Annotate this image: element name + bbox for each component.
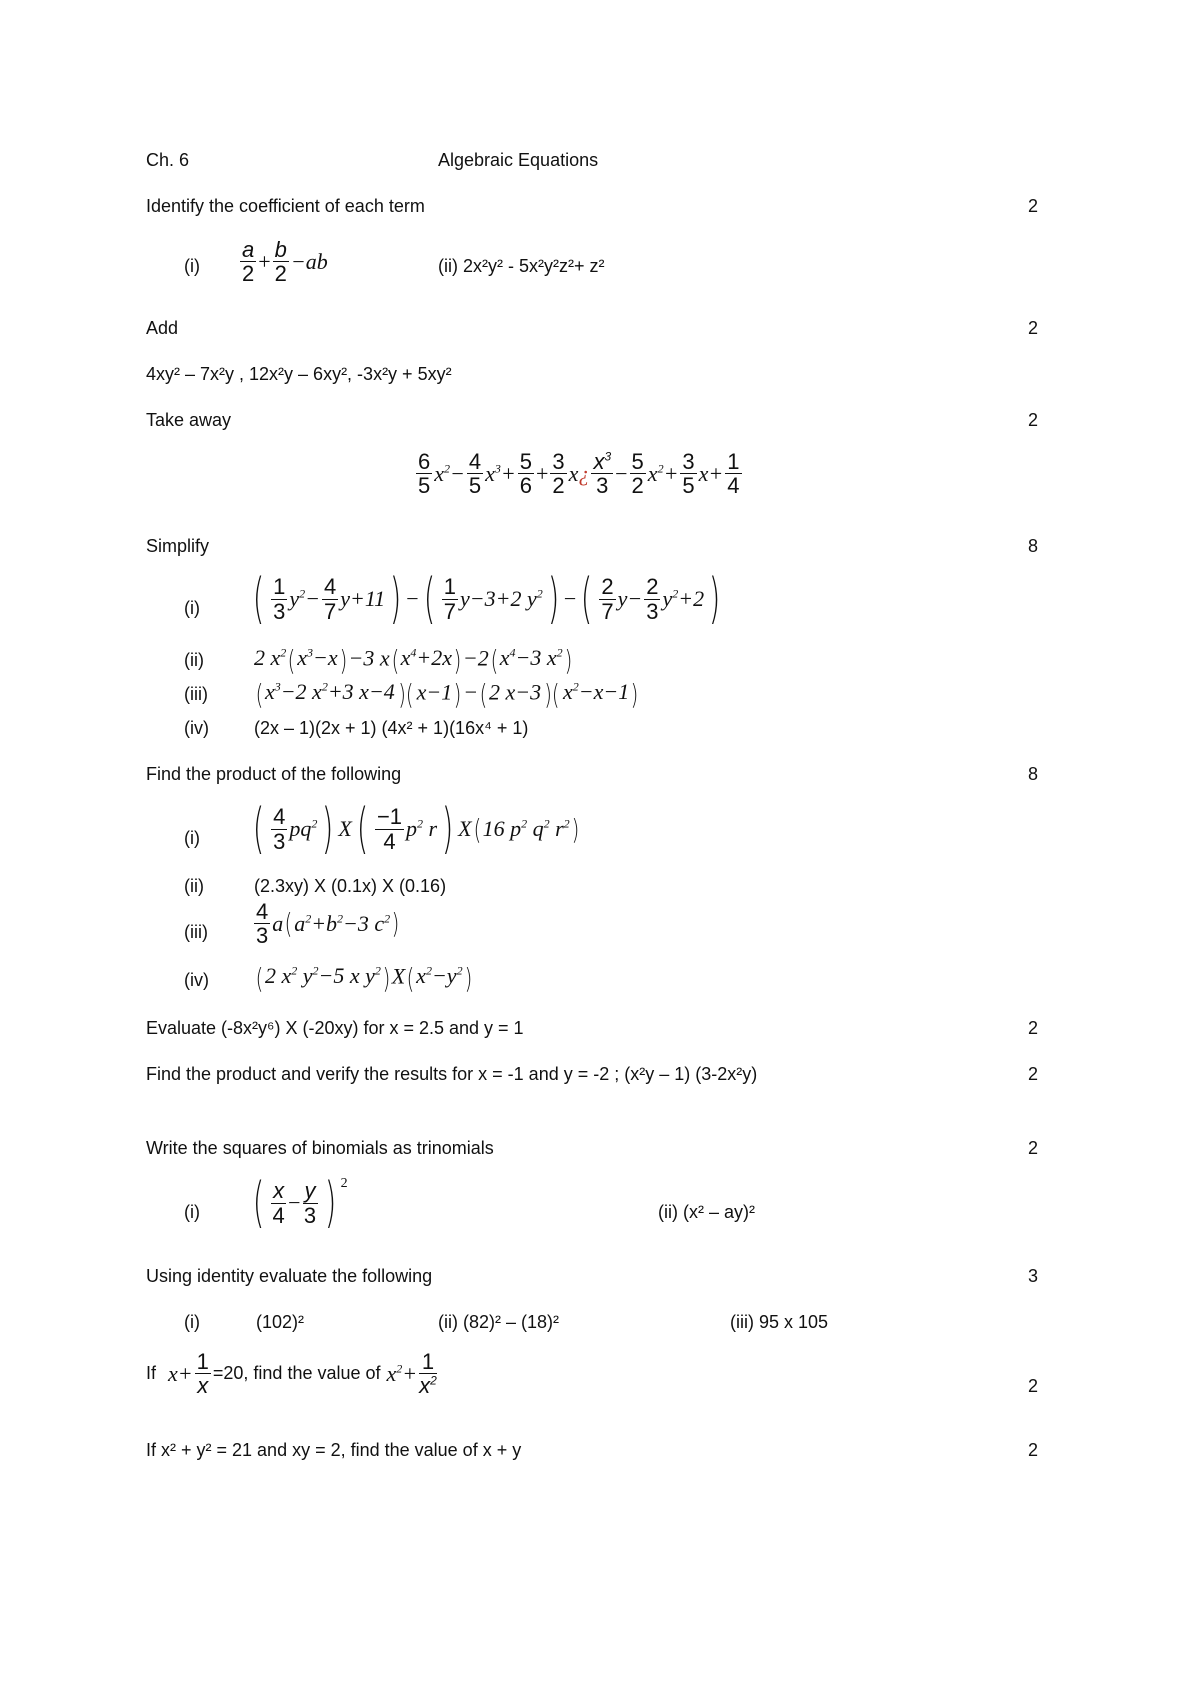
chapter-title: Algebraic Equations — [438, 150, 599, 170]
q5-prompt: Find the product of the following — [146, 764, 402, 784]
q11-marks: 2 — [1027, 1440, 1038, 1460]
q4-ii-label: (ii) — [184, 650, 204, 670]
q8-i-expression: ( $\frac{x}{4}$ − $\frac{y}{3}$ ) 2 — [252, 1171, 348, 1234]
q5-i-label: (i) — [184, 828, 200, 848]
q4-ii-expression: 2 $x^2(x^3-x)-3$ $x(x^4+2x)-2(x^4-3$ $x^2$) — [254, 644, 572, 677]
q1-ii-expression: (ii) 2x²y² - 5x²y²z²+ z² — [438, 256, 605, 276]
q10-if: If — [146, 1363, 157, 1384]
q4-iv-label: (iv) — [184, 718, 209, 738]
q1-prompt: Identify the coefficient of each term — [146, 196, 425, 216]
chapter-number: Ch. 6 — [146, 150, 190, 170]
q9-i-expression: (102)² — [256, 1312, 305, 1332]
q6-prompt: Evaluate (-8x²y⁶) X (-20xy) for x = 2.5 and y = 1 — [146, 1018, 524, 1038]
q4-iv-expression: (2x – 1)(2x + 1) (4x² + 1)(16x⁴ + 1) — [254, 718, 529, 738]
q8-ii-expression: (ii) (x² – ay)² — [658, 1202, 755, 1222]
q5-iii-label: (iii) — [184, 922, 208, 942]
q6-marks: 2 — [1027, 1018, 1038, 1038]
q5-ii-label: (ii) — [184, 876, 204, 896]
q4-iii-expression: ($x^3-2$ $x^2+3$ x−4 )( x−1)−(2 x−3 )( $x^2-x-1$) — [255, 678, 639, 711]
q5-iii-expression: $\frac{4}{3}$ a ( $a^2+b^2-3$ $c^2$ ) — [256, 899, 400, 949]
q8-prompt: Write the squares of binomials as trinomials — [146, 1138, 494, 1158]
q10-condition: =20, find the value of — [212, 1363, 381, 1384]
q5-iv-expression: (2 $x^2$ $y^2-5$ x $y^2)X(x^2-y^2)$ — [255, 962, 472, 995]
q3-prompt: Take away — [146, 410, 232, 430]
q5-i-expression: ( $\frac{4}{3}$ $pq^2$ ) X ( $\frac{-1}{4}$ $p^2$ r ) X ( 16 $p^2$ $q^2$ $r^2$ ) — [252, 797, 579, 860]
q4-i-label: (i) — [184, 598, 200, 618]
q5-marks: 8 — [1027, 764, 1038, 784]
q7-prompt: Find the product and verify the results for x = -1 and y = -2 ; (x²y – 1) (3-2x²y) — [146, 1064, 758, 1084]
q5-ii-expression: (2.3xy) X (0.1x) X (0.16) — [254, 876, 447, 896]
q9-prompt: Using identity evaluate the following — [146, 1266, 433, 1286]
q9-ii-expression: (ii) (82)² – (18)² — [438, 1312, 560, 1332]
q1-marks: 2 — [1027, 196, 1038, 216]
q2-prompt: Add — [146, 318, 179, 338]
q9-marks: 3 — [1027, 1266, 1038, 1286]
q9-iii-expression: (iii) 95 x 105 — [730, 1312, 829, 1332]
q4-prompt: Simplify — [146, 536, 210, 556]
q11-prompt: If x² + y² = 21 and xy = 2, find the value of x + y — [146, 1440, 522, 1460]
q10-expression: If x+ $\frac{1}{x}$ =20, find the value of $x^2+$ $\frac{1}{x^2}$ — [146, 1349, 437, 1399]
q4-iii-label: (iii) — [184, 684, 208, 704]
q3-expression: $\frac{6}{5}$ $x^2-$ $\frac{4}{5}$ $x^3+$ $\frac{5}{6}$ + $\frac{3}{2}$ x ¿ $\frac{x^3}{3}$ − $\frac{5}{2}$ $x^2+$ $\frac{3}{5}$ x+ $\frac{1}{4}$ — [418, 449, 740, 499]
q1-i-expression: $\frac{a}{2}$ + $\frac{b}{2}$ −ab — [242, 237, 328, 287]
q5-iv-label: (iv) — [184, 970, 209, 990]
q7-marks: 2 — [1027, 1064, 1038, 1084]
q4-marks: 8 — [1027, 536, 1038, 556]
q8-i-label: (i) — [184, 1202, 200, 1222]
q2-expression: 4xy² – 7x²y , 12x²y – 6xy², -3x²y + 5xy² — [146, 364, 452, 384]
q8-marks: 2 — [1027, 1138, 1038, 1158]
q4-i-expression: ( $\frac{1}{3}$ $y^2-$ $\frac{4}{7}$ y+11 ) − ( $\frac{1}{7}$ y−3+2 $y^2$ ) − ( $\frac{2}{7}$ y− $\frac{2}{3}$ $y^2+2$ ) — [252, 567, 721, 630]
q1-i-label: (i) — [184, 256, 200, 276]
q3-marks: 2 — [1027, 410, 1038, 430]
q9-i-label: (i) — [184, 1312, 200, 1332]
q10-marks: 2 — [1027, 1376, 1038, 1396]
q2-marks: 2 — [1027, 318, 1038, 338]
